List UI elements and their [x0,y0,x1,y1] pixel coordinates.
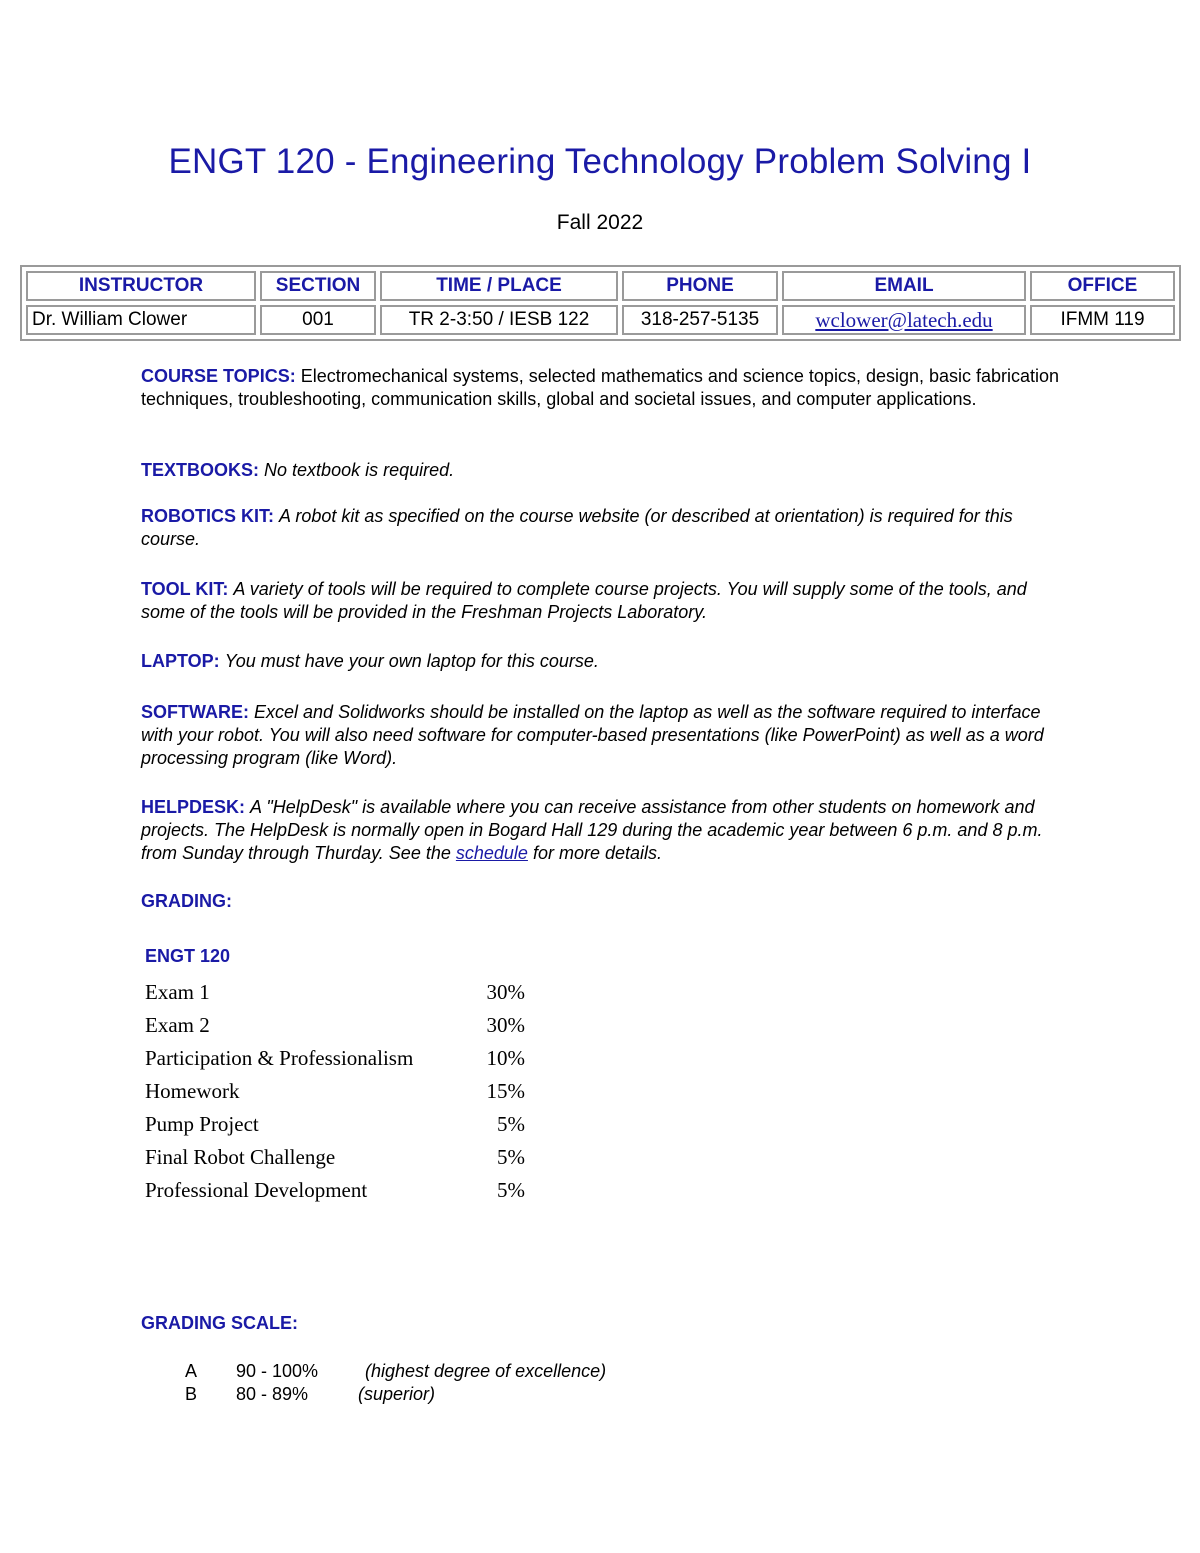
course-info-table [20,265,1181,341]
grading-item-pct: 5% [497,1178,525,1202]
section-cell: 001 [260,305,376,335]
scale-range: 80 - 89% [236,1384,309,1404]
helpdesk-text: A "HelpDesk" is available where you can receive assistance from other students on homework and projects. The HelpDesk is normally open in Bogard Hall 129 during the academic year between 6 p.m. and 8 p.m. from Sunday through Thurday. See the [141,797,1043,863]
header-phone: PHONE [622,271,778,301]
robotics-kit-text: A robot kit as specified on the course website (or described at orientation) is required for this course. [141,506,1013,549]
tool-kit-section [141,578,1071,624]
grading-row [145,980,525,1013]
grading-item-pct: 5% [497,1112,525,1136]
grading-label: GRADING: [141,891,232,911]
grading-scale-list [185,1361,685,1407]
tool-kit-text: A variety of tools will be required to complete course projects. You will supply some of the tools, and some of the tools will be provided in the Freshman Projects Laboratory. [141,579,1027,622]
course-topics-section [141,365,1071,411]
grading-row [145,1079,525,1112]
grading-course-label: ENGT 120 [145,946,231,966]
robotics-kit-label: ROBOTICS KIT: [141,506,274,526]
laptop-text: You must have your own laptop for this course. [224,651,599,671]
grading-item-pct: 15% [486,1079,525,1103]
helpdesk-section [141,796,1071,865]
schedule-link[interactable]: schedule [455,843,528,863]
textbooks-label: TEXTBOOKS: [141,460,260,480]
grading-section [141,890,1071,913]
textbooks-section [141,459,1071,482]
grading-item-name: Homework [145,1079,240,1103]
grading-item-name: Final Robot Challenge [145,1145,336,1169]
scale-desc: (highest degree of excellence) [365,1361,607,1381]
office-cell: IFMM 119 [1030,305,1175,335]
phone-cell: 318-257-5135 [622,305,778,335]
table-header-row [26,271,1175,301]
grading-item-name: Exam 2 [145,1013,210,1037]
email-cell [782,305,1026,335]
scale-row [185,1384,685,1407]
scale-grade: A [185,1361,198,1381]
instructor-cell: Dr. William Clower [26,305,256,335]
email-link[interactable]: wclower@latech.edu [815,307,993,332]
helpdesk-label: HELPDESK: [141,797,246,817]
grading-item-pct: 30% [486,980,525,1004]
grading-row [145,1046,525,1079]
header-section: SECTION [260,271,376,301]
robotics-kit-section [141,505,1071,551]
grading-row [145,1013,525,1046]
grading-table [145,980,525,1211]
header-office: OFFICE [1030,271,1175,301]
scale-row [185,1361,685,1384]
header-email: EMAIL [782,271,1026,301]
course-topics-text: Electromechanical systems, selected mathematics and science topics, design, basic fabrication techniques, troubleshooting, communication skills, global and societal issues, and computer applications. [141,366,1060,409]
grading-row [145,1145,525,1178]
header-instructor: INSTRUCTOR [26,271,256,301]
grading-item-name: Professional Development [145,1178,368,1202]
term-label: Fall 2022 [556,211,644,234]
scale-range: 90 - 100% [236,1361,319,1381]
header-time-place: TIME / PLACE [380,271,618,301]
course-topics-label: COURSE TOPICS: [141,366,296,386]
grading-scale-label: GRADING SCALE: [141,1313,298,1333]
table-row [26,305,1175,335]
grading-item-name: Exam 1 [145,980,210,1004]
scale-desc: (superior) [358,1384,436,1404]
laptop-section [141,650,1071,673]
software-label: SOFTWARE: [141,702,249,722]
textbooks-text: No textbook is required. [264,460,455,480]
laptop-label: LAPTOP: [141,651,220,671]
grading-row [145,1112,525,1145]
grading-scale-section [141,1312,1071,1335]
time-place-cell: TR 2-3:50 / IESB 122 [380,305,618,335]
scale-grade: B [185,1384,198,1404]
grading-item-name: Pump Project [145,1112,259,1136]
grading-item-name: Participation & Professionalism [145,1046,414,1070]
helpdesk-text-after: for more details. [532,843,663,863]
tool-kit-label: TOOL KIT: [141,579,229,599]
grading-item-pct: 10% [486,1046,525,1070]
grading-item-pct: 30% [486,1013,525,1037]
grading-item-pct: 5% [497,1145,525,1169]
software-text: Excel and Solidworks should be installed on the laptop as well as the software required to interface with your robot. You will also need software for computer-based presentations (like PowerPoint) as well as a word processing program (like Word). [141,702,1044,768]
grading-row [145,1178,525,1211]
page-title: ENGT 120 - Engineering Technology Problem Solving I [168,142,1032,181]
software-section [141,701,1071,770]
